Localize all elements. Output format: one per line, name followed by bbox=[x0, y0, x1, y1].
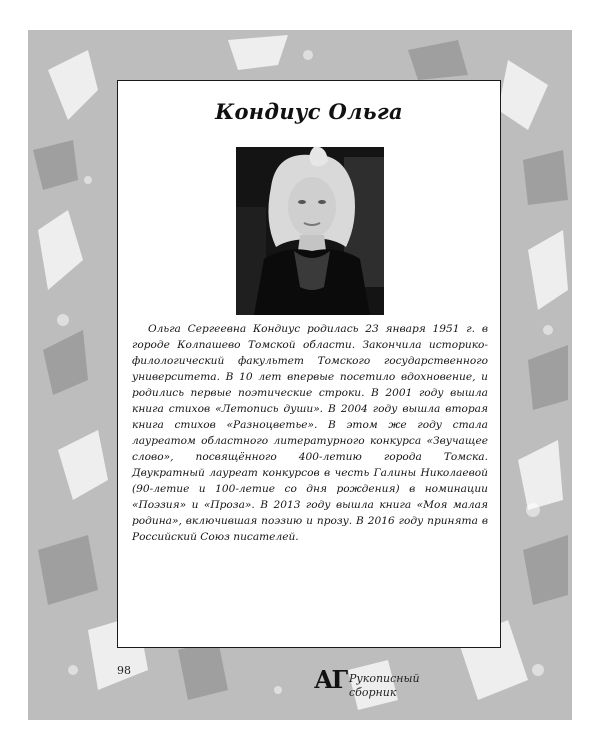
collection-line-2: сборник bbox=[349, 686, 397, 699]
collection-name bbox=[349, 672, 420, 700]
portrait-photo bbox=[236, 147, 384, 315]
page-title: Кондиус Ольга bbox=[215, 99, 403, 124]
text-panel bbox=[117, 80, 501, 648]
biography-text: Ольга Сергеевна Кондиус родилась 23 января 1951 г. в городе Колпашево Томской области. Закончила историко-филологический факультет Томского государственного университета. В 10 лет впервые посетило вдохновение, и родились первые поэтические строки. В 2001 году вышла книга стихов «Летопись души». В 2004 году вышла вторая книга стихов «Разноцветье». В этом же году стала лауреатом областного литературного конкурса «Звучащее слово», посвящённого 400-летию города Томска. Двукратный лауреат конкурсов в честь Галины Николаевой (90-летие и 100-летие со дня рождения) в номинации «Поэзия» и «Проза». В 2013 году вышла книга «Моя малая родина», включившая поэзию и прозу. В 2016 году принята в Российский Союз писателей. bbox=[132, 323, 488, 543]
publisher-logo: АГ bbox=[314, 665, 347, 694]
page-number: 98 bbox=[117, 664, 131, 677]
collection-line-1: Рукописный bbox=[349, 672, 420, 685]
